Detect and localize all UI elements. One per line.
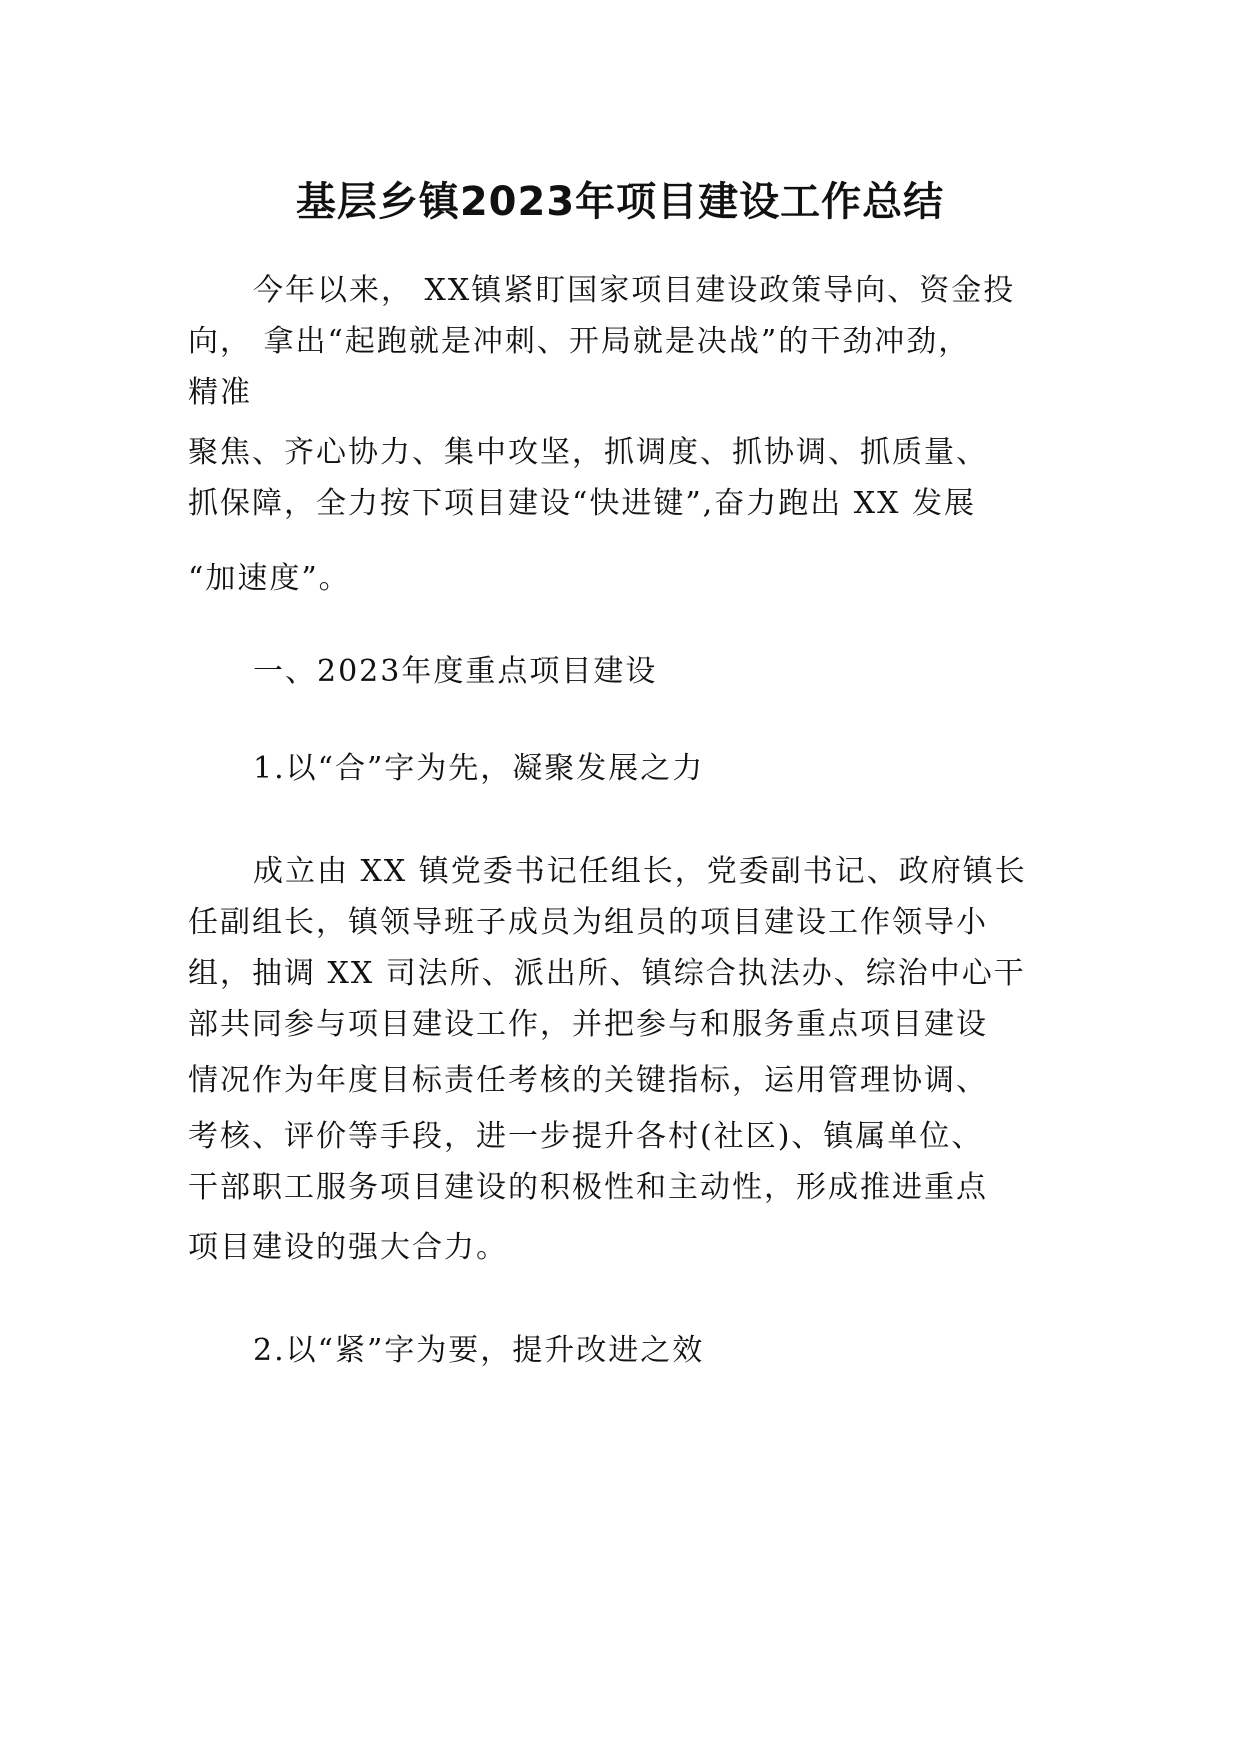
subsection-heading: 2.以“紧”字为要，提升改进之效	[253, 1333, 705, 1368]
paragraph-line: 项目建设的强大合力。	[188, 1230, 508, 1265]
paragraph-line: 任副组长，镇领导班子成员为组员的项目建设工作领导小	[188, 905, 988, 940]
paragraph-line: 向， 拿出“起跑就是冲刺、开局就是决战”的干劲冲劲，	[188, 324, 971, 359]
subsection-heading: 1.以“合”字为先，凝聚发展之力	[253, 751, 705, 786]
paragraph-line: 聚焦、齐心协力、集中攻坚，抓调度、抓协调、抓质量、	[188, 435, 988, 470]
paragraph-line: 成立由 XX 镇党委书记任组长，党委副书记、政府镇长	[253, 854, 1027, 889]
paragraph-line: 今年以来， XX镇紧盯国家项目建设政策导向、资金投	[253, 273, 1016, 308]
paragraph-line: 部共同参与项目建设工作，并把参与和服务重点项目建设	[188, 1007, 988, 1042]
document-title: 基层乡镇2023年项目建设工作总结	[295, 179, 945, 225]
paragraph-line: 精准	[188, 375, 252, 410]
paragraph-line: 抓保障，全力按下项目建设“快进键”,奋力跑出 XX 发展	[188, 486, 976, 521]
paragraph-line: 情况作为年度目标责任考核的关键指标，运用管理协调、	[188, 1063, 988, 1098]
paragraph-line: 干部职工服务项目建设的积极性和主动性，形成推进重点	[188, 1170, 988, 1205]
paragraph-line: 考核、评价等手段，进一步提升各村(社区)、镇属单位、	[188, 1119, 984, 1154]
section-heading: 一、2023年度重点项目建设	[253, 654, 658, 689]
paragraph-line: 组，抽调 XX 司法所、派出所、镇综合执法办、综治中心干	[188, 956, 1026, 991]
paragraph-line: “加速度”。	[188, 561, 351, 596]
